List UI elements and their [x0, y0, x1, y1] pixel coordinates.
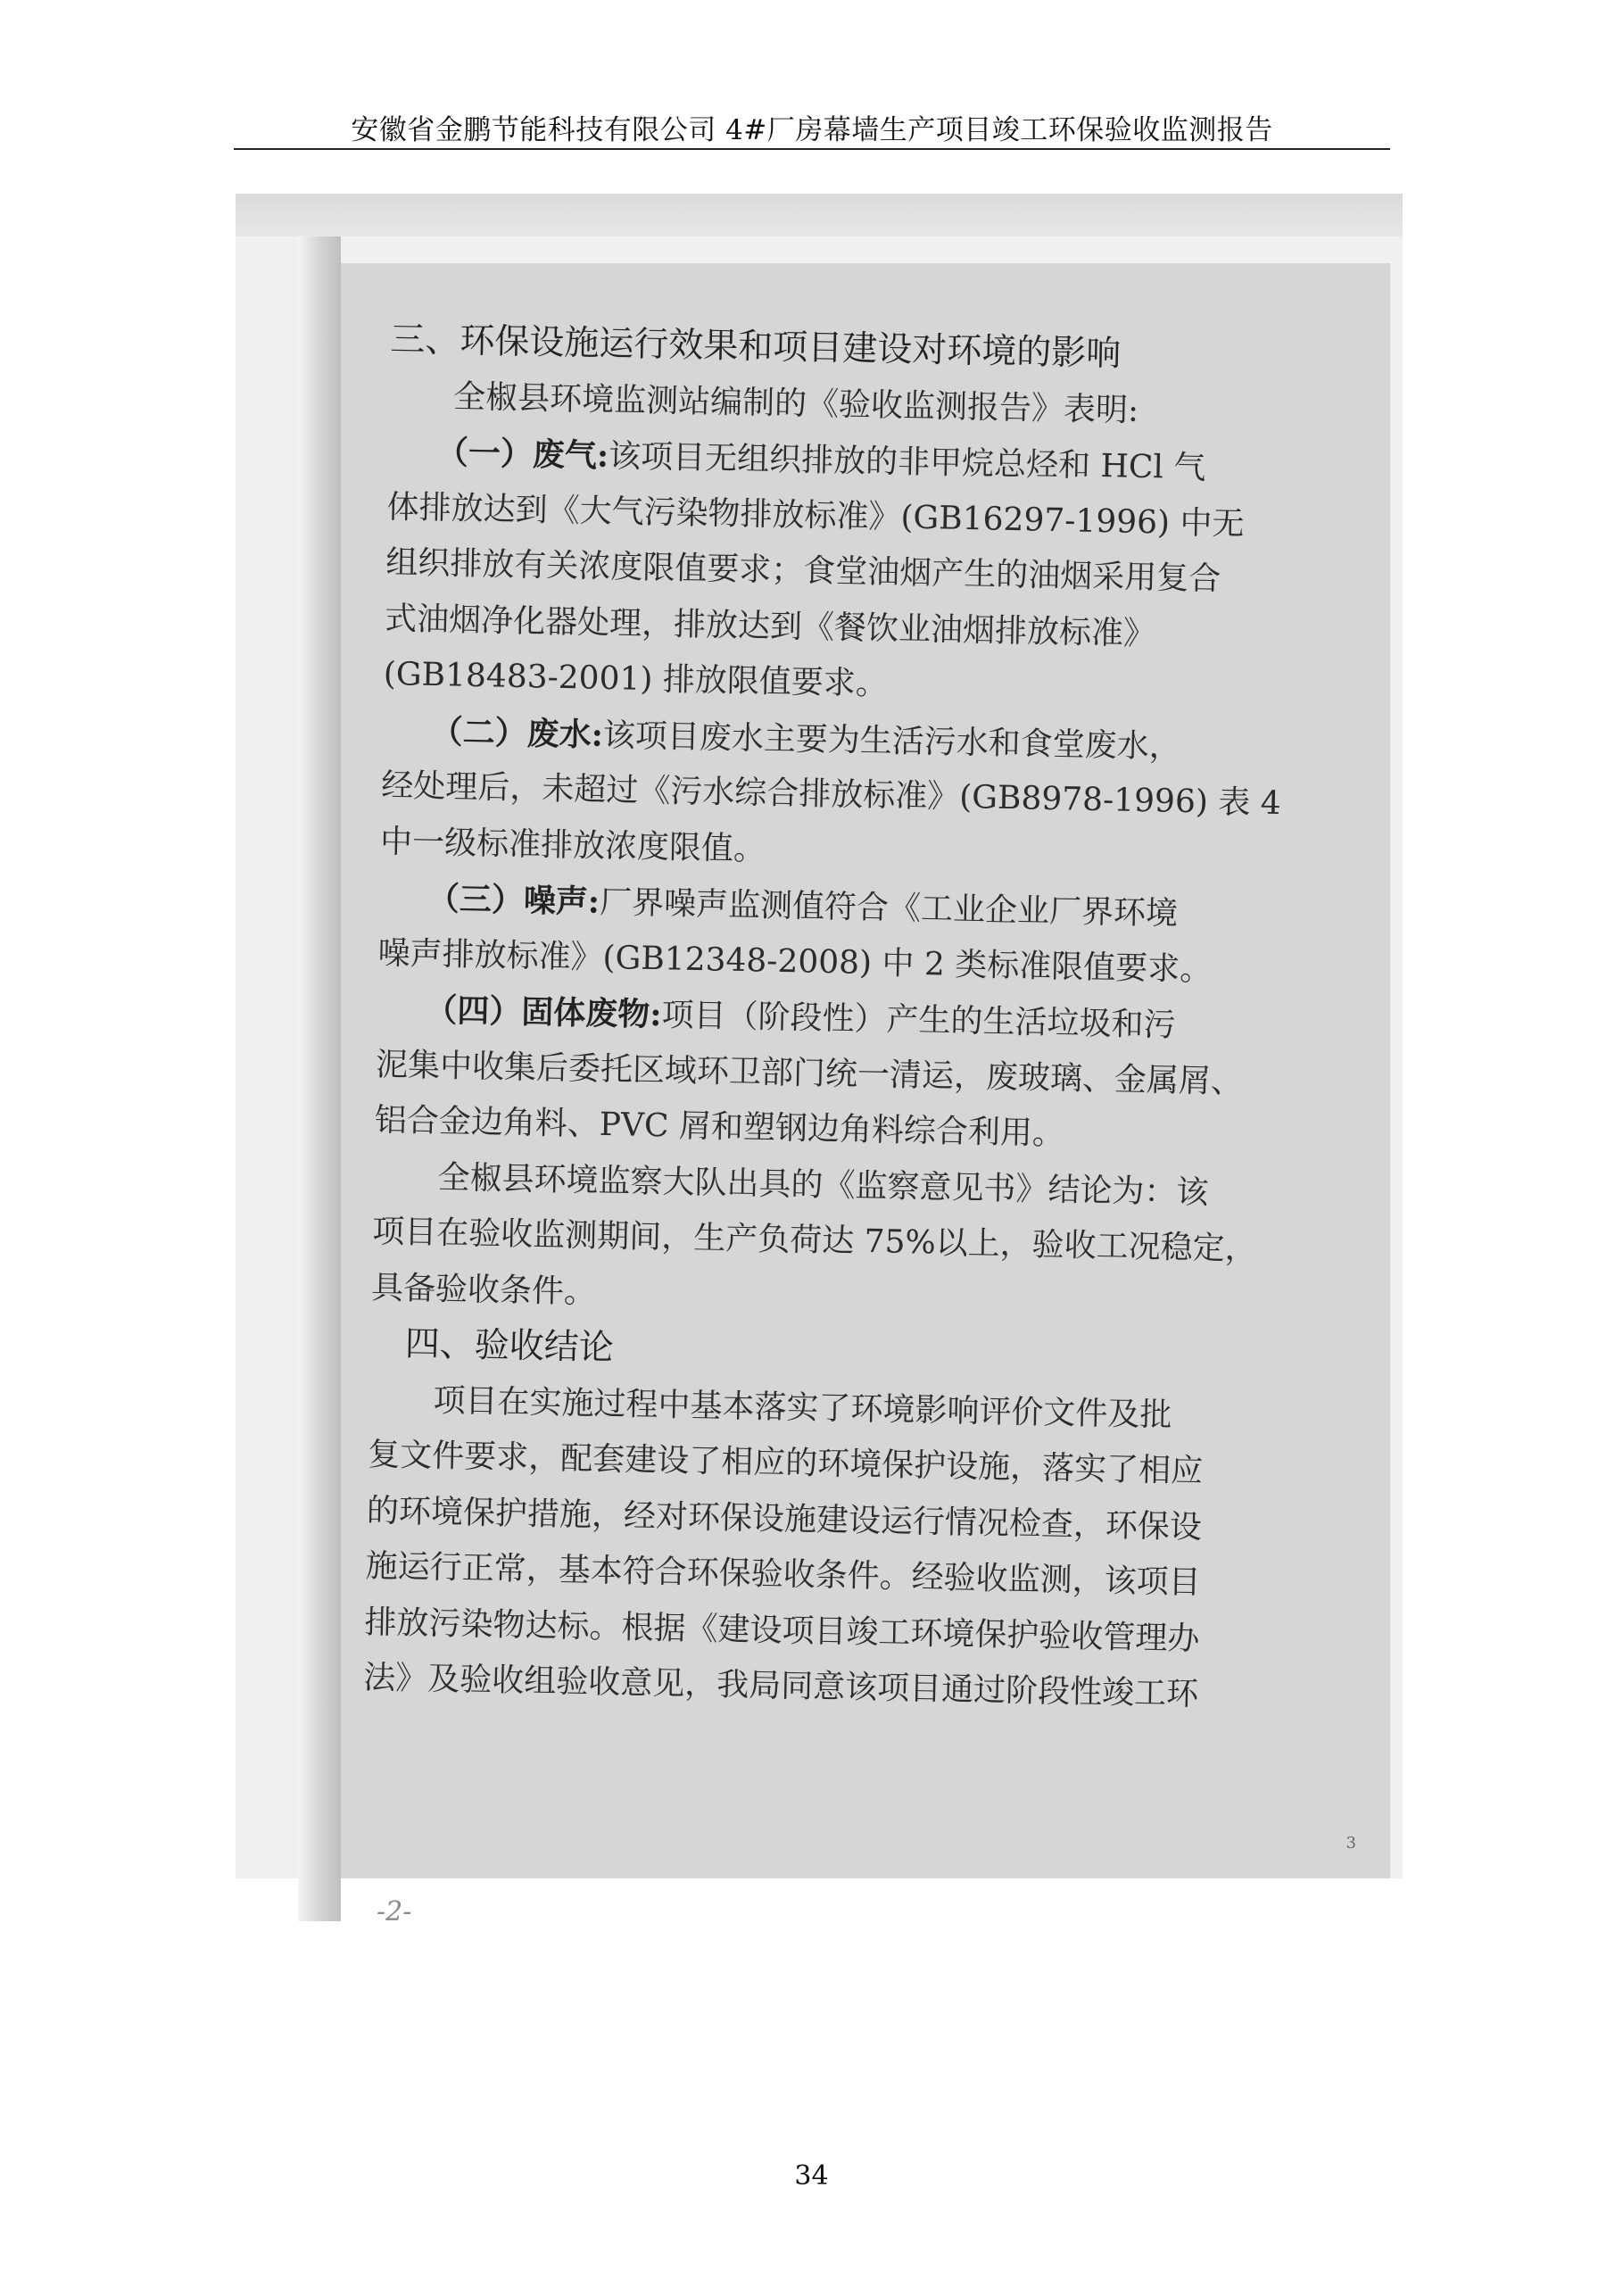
- scan-handwritten-mark: -2-: [377, 1896, 412, 1927]
- supervision-line-3: 具备验收条件。: [370, 1269, 597, 1311]
- solid-line-2: 泥集中收集后委托区域环卫部门统一清运，废玻璃、金属屑、: [375, 1046, 1244, 1100]
- report-header-title: 安徽省金鹏节能科技有限公司 4#厂房幕墙生产项目竣工环保验收监测报告: [351, 114, 1273, 146]
- margin-dash-mark: [426, 1289, 435, 1291]
- solid-line-3: 铝合金边角料、PVC 屑和塑钢边角料综合利用。: [374, 1101, 1065, 1153]
- page-number: 34: [794, 2160, 829, 2192]
- scan-book-spine: [298, 236, 341, 1921]
- water-line-1: （二）废水:该项目废水主要为生活污水和食堂废水，: [446, 712, 1182, 766]
- scan-top-shadow: [236, 194, 1403, 236]
- intro-line: 全椒县环境监测站编制的《验收监测报告》表明:: [452, 377, 1139, 429]
- conclusion-line-6: 法》及验收组验收意见，我局同意该项目通过阶段性竣工环: [362, 1659, 1199, 1713]
- air-line-3: 组织排放有关浓度限值要求；食堂油烟产生的油烟采用复合: [385, 543, 1221, 598]
- solid-waste-subheading: （四）固体废物:: [440, 991, 662, 1034]
- scanned-text-block: [363, 312, 1337, 1725]
- noise-line-1: （三）噪声:厂界噪声监测值符合《工业企业厂界环境: [443, 880, 1179, 932]
- scanned-document-page: [341, 263, 1390, 1927]
- conclusion-line-1: 项目在实施过程中基本落实了环境影响评价文件及批: [433, 1381, 1172, 1434]
- air-line-1: （一）废气:该项目无组织排放的非甲烷总烃和 HCl 气: [451, 434, 1206, 487]
- water-line-3: 中一级标准排放浓度限值。: [379, 823, 766, 868]
- conclusion-line-2: 复文件要求，配套建设了相应的环境保护设施，落实了相应: [367, 1436, 1204, 1490]
- section-3-title: 三、环保设施运行效果和项目建设对环境的影响: [389, 319, 1122, 375]
- water-subheading: （二）废水:: [446, 712, 604, 754]
- header-rule: [234, 148, 1390, 150]
- air-line-4: 式油烟净化器处理，排放达到《餐饮业油烟排放标准》: [384, 600, 1156, 652]
- conclusion-line-5: 排放污染物达标。根据《建设项目竣工环境保护验收管理办: [364, 1604, 1200, 1657]
- air-subheading: （一）废气:: [451, 434, 609, 475]
- air-line-5: (GB18483-2001) 排放限值要求。: [383, 655, 889, 703]
- conclusion-line-3: 的环境保护措施，经对环保设施建设运行情况检查，环保设: [366, 1492, 1203, 1546]
- water-line-2: 经处理后，未超过《污水综合排放标准》(GB8978-1996) 表 4: [380, 767, 1282, 823]
- conclusion-line-4: 施运行正常，基本符合环保验收条件。经验收监测，该项目: [365, 1547, 1202, 1602]
- supervision-line-1: 全椒县环境监察大队出具的《监察意见书》结论为：该: [437, 1158, 1209, 1212]
- section-4-title: 四、验收结论: [404, 1323, 615, 1369]
- scanned-page-image: [236, 194, 1403, 1927]
- solid-line-1: （四）固体废物:项目（阶段性）产生的生活垃圾和污: [440, 991, 1176, 1044]
- scan-inner-page-number: 3: [1346, 1834, 1356, 1853]
- noise-line-2: 噪声排放标准》(GB12348-2008) 中 2 类标准限值要求。: [377, 934, 1213, 989]
- air-line-2: 体排放达到《大气污染物排放标准》(GB16297-1996) 中无: [386, 488, 1245, 543]
- supervision-line-2: 项目在验收监测期间，生产负荷达 75%以上，验收工况稳定，: [371, 1213, 1257, 1268]
- noise-subheading: （三）噪声:: [443, 880, 600, 921]
